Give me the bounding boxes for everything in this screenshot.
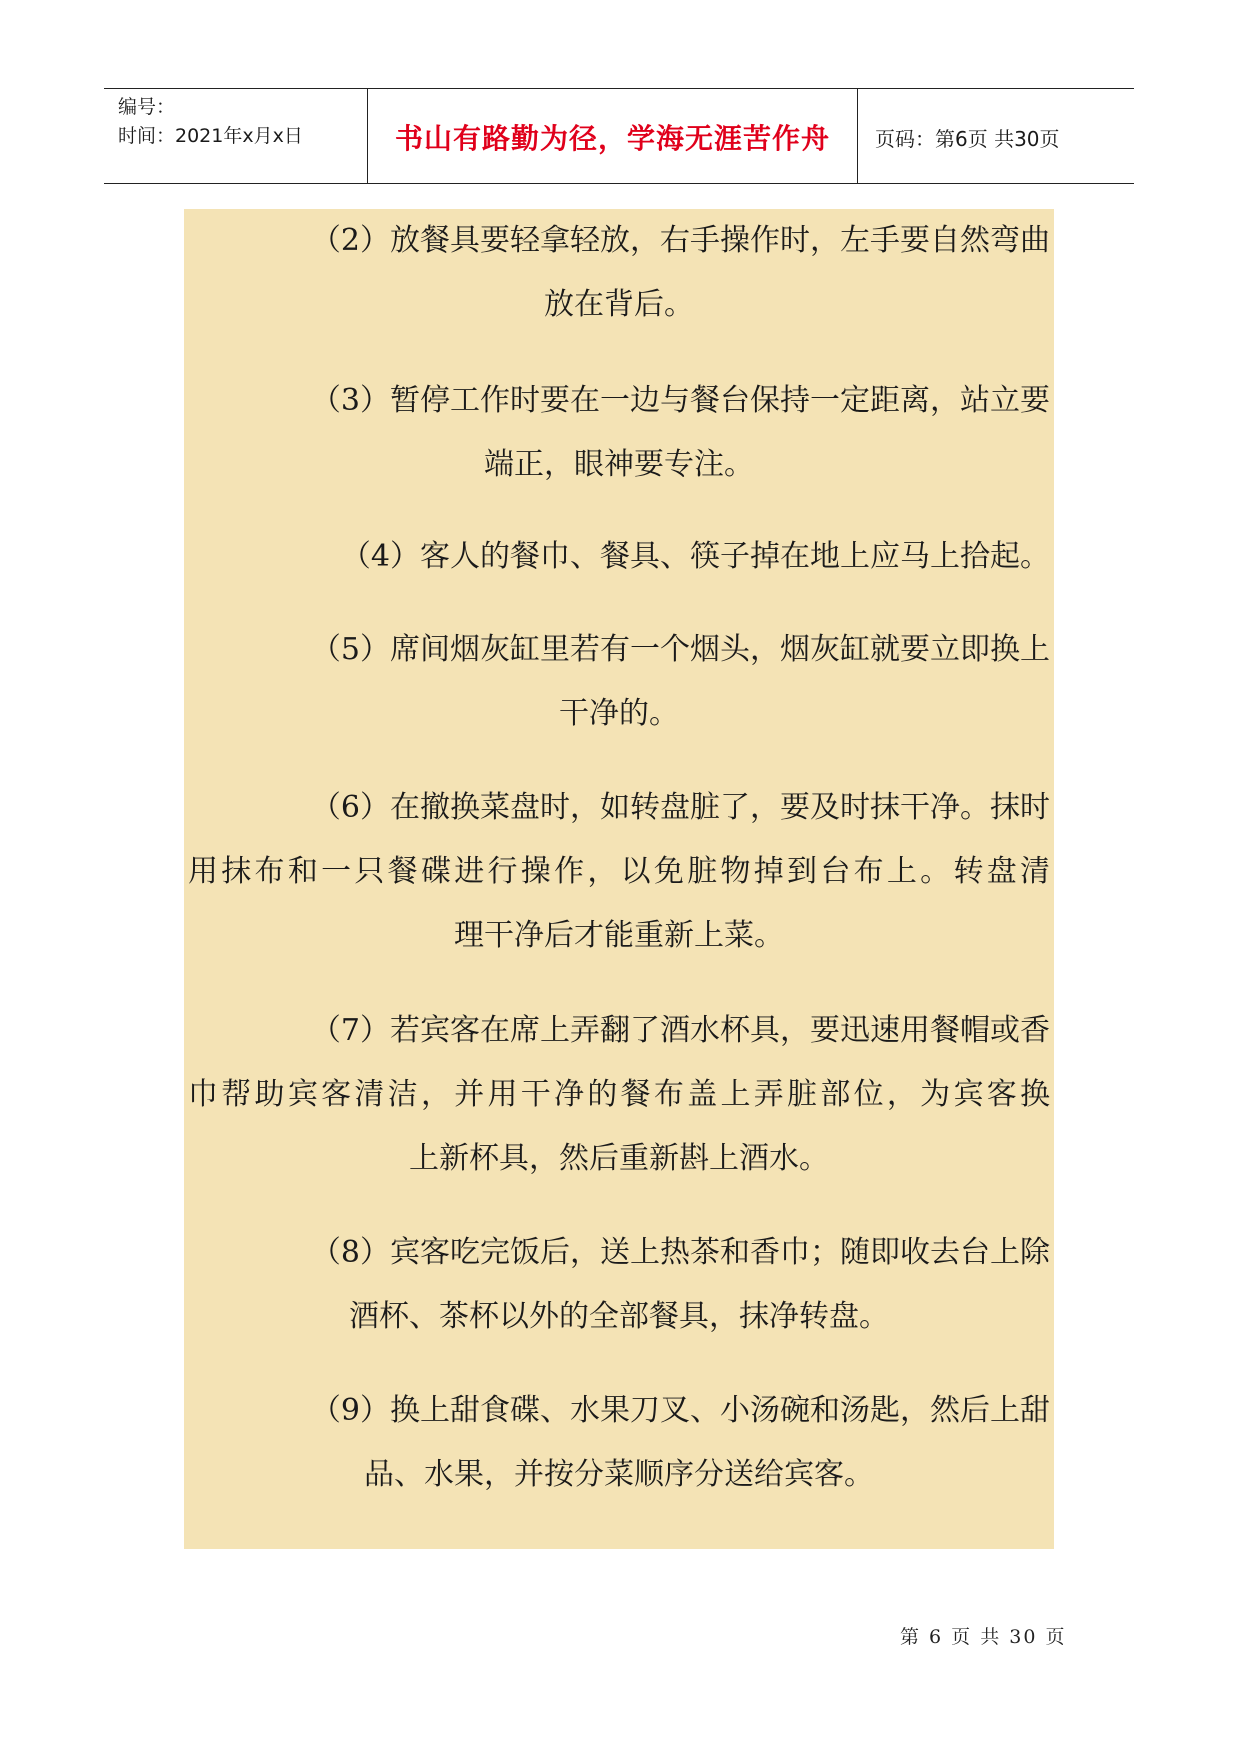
list-item-7 — [184, 999, 1054, 1191]
item-line: （5）席间烟灰缸里若有一个烟头，烟灰缸就要立即换上 — [310, 632, 1050, 667]
item-line: （7）若宾客在席上弄翻了酒水杯具，要迅速用餐帽或香 — [310, 1013, 1050, 1048]
page-footer: 第 6 页 共 30 页 — [900, 1626, 1067, 1648]
page-header — [104, 88, 1134, 184]
item-line: 端正，眼神要专注。 — [484, 447, 754, 482]
header-slogan: 书山有路勤为径，学海无涯苦作舟 — [394, 122, 830, 155]
item-line: 放在背后。 — [544, 287, 694, 322]
header-page-info: 页码：第6页 共30页 — [875, 127, 1060, 151]
item-line: 用抹布和一只餐碟进行操作，以免脏物掉到台布上。转盘清 — [188, 854, 1050, 889]
content-panel — [184, 209, 1054, 1549]
list-item-2 — [184, 209, 1054, 337]
list-item-3 — [184, 369, 1054, 497]
item-line: 酒杯、茶杯以外的全部餐具，抹净转盘。 — [349, 1299, 889, 1334]
list-item-6 — [184, 776, 1054, 968]
item-line: 干净的。 — [559, 696, 679, 731]
time-label: 时间：2021年x月x日 — [118, 125, 303, 147]
item-line: （3）暂停工作时要在一边与餐台保持一定距离，站立要 — [310, 383, 1050, 418]
item-line: （4）客人的餐巾、餐具、筷子掉在地上应马上拾起。 — [340, 539, 1050, 574]
item-line: （8）宾客吃完饭后，送上热茶和香巾；随即收去台上除 — [310, 1235, 1050, 1270]
item-line: （2）放餐具要轻拿轻放，右手操作时，左手要自然弯曲 — [310, 223, 1050, 258]
list-item-4 — [184, 525, 1054, 589]
item-line: 理干净后才能重新上菜。 — [454, 918, 784, 953]
list-item-9 — [184, 1379, 1054, 1507]
serial-number-label: 编号： — [118, 96, 176, 118]
item-line: 巾帮助宾客清洁，并用干净的餐布盖上弄脏部位，为宾客换 — [188, 1077, 1050, 1112]
header-middle-cell — [367, 89, 858, 183]
header-right-cell — [858, 89, 1134, 183]
item-line: 上新杯具，然后重新斟上酒水。 — [409, 1141, 829, 1176]
item-line: （9）换上甜食碟、水果刀叉、小汤碗和汤匙，然后上甜 — [310, 1393, 1050, 1428]
header-left-cell — [104, 89, 367, 183]
list-item-8 — [184, 1221, 1054, 1349]
item-line: 品、水果，并按分菜顺序分送给宾客。 — [364, 1457, 874, 1492]
list-item-5 — [184, 618, 1054, 746]
item-line: （6）在撤换菜盘时，如转盘脏了，要及时抹干净。抹时 — [310, 790, 1050, 825]
